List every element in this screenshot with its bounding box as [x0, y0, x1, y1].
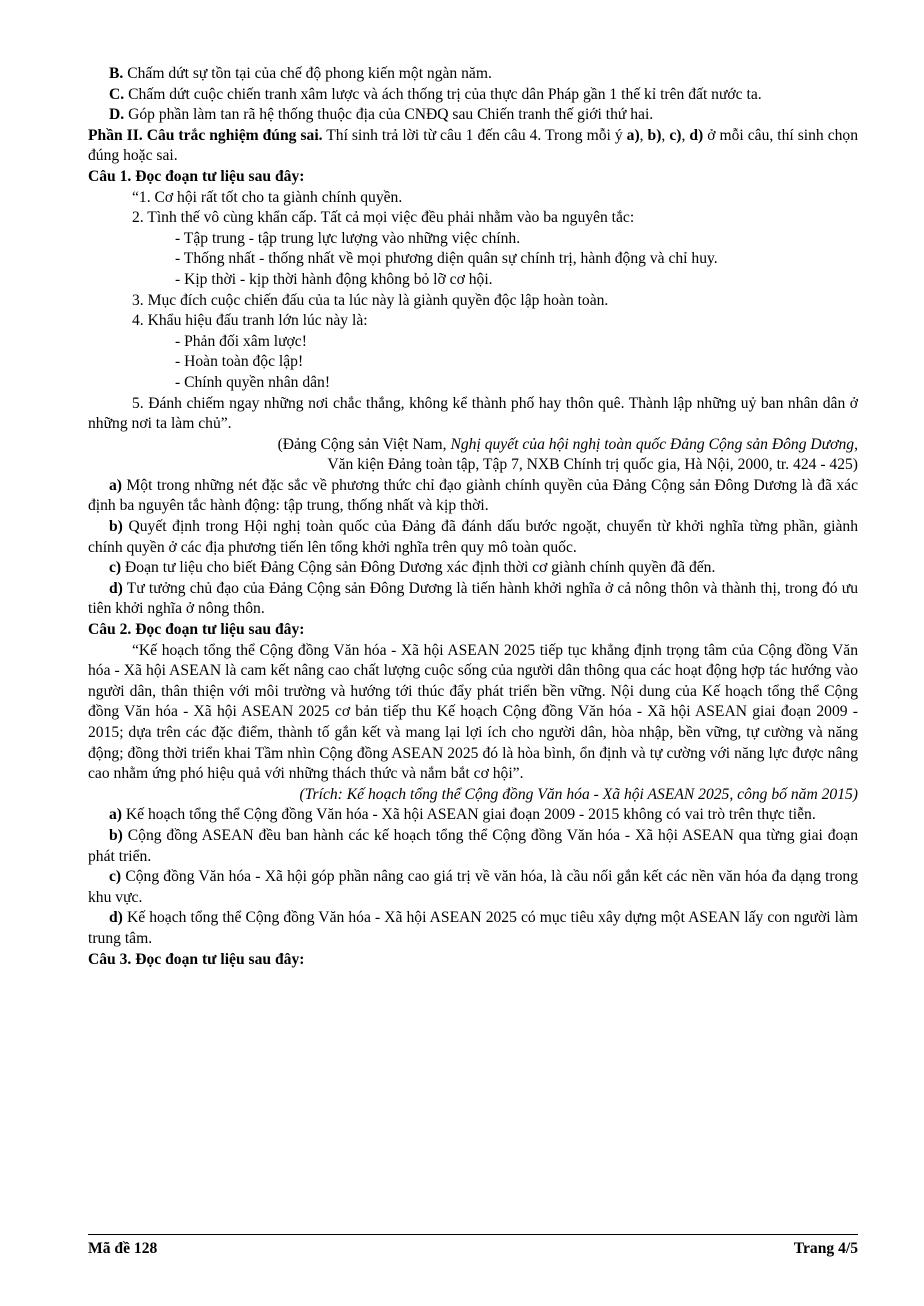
item-label: a) [109, 806, 122, 824]
item-text: Cộng đồng ASEAN đều ban hành các kế hoạch tổng thể Cộng đồng Văn hóa - Xã hội ASEAN qua từng giai đoạn phát triển. [88, 826, 858, 865]
q2-source [88, 785, 858, 806]
item-label: c) [109, 868, 122, 886]
q1-line-5: 5. Đánh chiếm ngay những nơi chắc thắng, không kể thành phố hay thôn quê. Thành lập những uỷ ban nhân dân ở những nơi ta làm chủ”. [88, 394, 858, 433]
question-1-heading [88, 167, 858, 188]
option-b [88, 64, 858, 85]
exam-code: Mã đề 128 [88, 1240, 158, 1257]
source-author: (Đảng Cộng sản Việt Nam, [277, 435, 451, 453]
q1-item-a [88, 476, 858, 517]
page-footer [88, 1234, 858, 1260]
question-heading: Câu 3. Đọc đoạn tư liệu sau đây: [88, 950, 305, 968]
q1-line-1: “1. Cơ hội rất tốt cho ta giành chính quyền. [132, 188, 403, 206]
separator: , [681, 126, 690, 144]
label-a: a) [626, 126, 640, 144]
q1-source-line-2: Văn kiện Đảng toàn tập, Tập 7, NXB Chính trị quốc gia, Hà Nội, 2000, tr. 424 - 425) [327, 456, 858, 474]
q1-item-d [88, 579, 858, 620]
q1-line-3: 3. Mục đích cuộc chiến đấu của ta lúc này là giành quyền độc lập hoàn toàn. [132, 291, 609, 309]
item-text: Tư tưởng chủ đạo của Đảng Cộng sản Đông Dương là tiến hành khởi nghĩa ở cả nông thôn và thành thị, trong đó ưu tiên khởi nghĩa ở nông thôn. [88, 579, 858, 618]
question-3-heading [88, 950, 858, 971]
separator: , [661, 126, 670, 144]
page-number: Trang 4/5 [793, 1240, 858, 1257]
q2-passage: “Kế hoạch tổng thể Cộng đồng Văn hóa - Xã hội ASEAN 2025 tiếp tục khẳng định trọng tâm của Cộng đồng Văn hóa - Xã hội ASEAN là cam kết nâng cao chất lượng cuộc sống của người dân thông qua các hoạt động hợp tác hướng vào người dân, thân thiện với môi trường và hướng tới thúc đẩy phát triển bền vững. Nội dung của Kế hoạch tổng thể Cộng đồng Văn hóa - Xã hội ASEAN 2025 cơ bản tiếp thu Kế hoạch Cộng đồng Văn hóa - Xã hội ASEAN giai đoạn 2009 - 2015; dựa trên các đặc điểm, thành tố gắn kết và mang lại lợi ích cho người dân, hòa nhập, bền vững, tự cường và năng động; đồng thời triển khai Tầm nhìn Cộng đồng ASEAN 2025 đó là hòa bình, ổn định và tự cường với năng lực được nâng cao nhằm ứng phó hiệu quả với những thách thức và nắm bắt cơ hội”. [88, 641, 858, 783]
item-label: c) [109, 559, 122, 577]
label-d: d) [689, 126, 704, 144]
option-letter: B. [109, 65, 124, 82]
q1-slogan-1: - Phản đối xâm lược! [175, 332, 307, 350]
question-heading: Câu 2. Đọc đoạn tư liệu sau đây: [88, 621, 305, 639]
item-text: Kế hoạch tổng thể Cộng đồng Văn hóa - Xã hội ASEAN 2025 có mục tiêu xây dựng một ASEAN lấy con người làm trung tâm. [88, 909, 858, 947]
question-2-heading [88, 620, 858, 641]
q2-item-d [88, 908, 858, 949]
label-c: c) [669, 126, 682, 144]
option-text: Góp phần làm tan rã hệ thống thuộc địa của CNĐQ sau Chiến tranh thế giới thứ hai. [124, 106, 654, 124]
separator: , [639, 126, 648, 144]
item-label: a) [109, 476, 122, 494]
q1-principle-2: - Thống nhất - thống nhất về mọi phương diện quân sự chính trị, hành động và chỉ huy. [175, 250, 718, 268]
part2-instructions [88, 126, 858, 167]
option-d [88, 105, 858, 126]
option-text: Chấm dứt cuộc chiến tranh xâm lược và ách thống trị của thực dân Pháp gần 1 thế kỉ trên đất nước ta. [124, 85, 762, 103]
option-text: Chấm dứt sự tồn tại của chế độ phong kiến một ngàn năm. [123, 65, 492, 82]
question-heading: Câu 1. Đọc đoạn tư liệu sau đây: [88, 167, 305, 185]
item-label: b) [109, 518, 123, 536]
option-letter: C. [109, 85, 125, 103]
q1-principle-3: - Kịp thời - kịp thời hành động không bỏ lỡ cơ hội. [175, 270, 493, 288]
item-text: Kế hoạch tổng thể Cộng đồng Văn hóa - Xã hội ASEAN giai đoạn 2009 - 2015 không có vai trò trên thực tiễn. [122, 806, 816, 824]
q1-slogan-2: - Hoàn toàn độc lập! [175, 353, 304, 371]
q1-item-b [88, 517, 858, 558]
source-punct: , [854, 435, 858, 453]
item-text: Cộng đồng Văn hóa - Xã hội góp phần nâng cao giá trị về văn hóa, là cầu nối gắn kết các nền văn hóa đa dạng trong khu vực. [88, 868, 858, 906]
item-text: Quyết định trong Hội nghị toàn quốc của Đảng đã đánh dấu bước ngoặt, chuyển từ khởi nghĩa từng phần, giành chính quyền ở các địa phương tiến lên tổng khởi nghĩa trên quy mô toàn quốc. [88, 518, 858, 556]
item-label: d) [109, 579, 123, 597]
part2-title: Phần II. Câu trắc nghiệm đúng sai. [88, 126, 323, 144]
part2-intro: Thí sinh trả lời từ câu 1 đến câu 4. Trong mỗi ý [322, 126, 627, 144]
item-text: Đoạn tư liệu cho biết Đảng Cộng sản Đông Dương xác định thời cơ giành chính quyền đã đến. [121, 559, 716, 577]
part2-intro-end: ở mỗi câu, thí sinh chọn đúng hoặc sai. [88, 126, 859, 165]
option-c [88, 85, 858, 106]
q2-item-b [88, 826, 858, 867]
q1-principle-1: - Tập trung - tập trung lực lượng vào những việc chính. [175, 229, 521, 247]
source-citation: (Trích: Kế hoạch tổng thể Cộng đồng Văn hóa - Xã hội ASEAN 2025, công bố năm 2015) [299, 785, 858, 803]
q1-slogan-3: - Chính quyền nhân dân! [175, 373, 331, 391]
q2-item-c [88, 867, 858, 908]
item-label: b) [109, 826, 123, 844]
q2-item-a [88, 805, 858, 826]
q1-source-line-1 [88, 435, 858, 456]
option-letter: D. [109, 106, 125, 124]
page-content [88, 64, 858, 970]
q1-line-4: 4. Khẩu hiệu đấu tranh lớn lúc này là: [132, 312, 368, 330]
item-text: Một trong những nét đặc sắc về phương thức chỉ đạo giành chính quyền của Đảng Cộng sản Đông Dương là đã xác định ba nguyên tắc hành động: tập trung, thống nhất và kịp thời. [88, 476, 858, 515]
q1-line-2: 2. Tình thế vô cùng khẩn cấp. Tất cả mọi việc đều phải nhằm vào ba nguyên tắc: [132, 209, 635, 227]
item-label: d) [109, 909, 123, 927]
source-title: Nghị quyết của hội nghị toàn quốc Đảng Cộng sản Đông Dương [450, 435, 855, 453]
q1-item-c [88, 558, 858, 579]
label-b: b) [647, 126, 662, 144]
